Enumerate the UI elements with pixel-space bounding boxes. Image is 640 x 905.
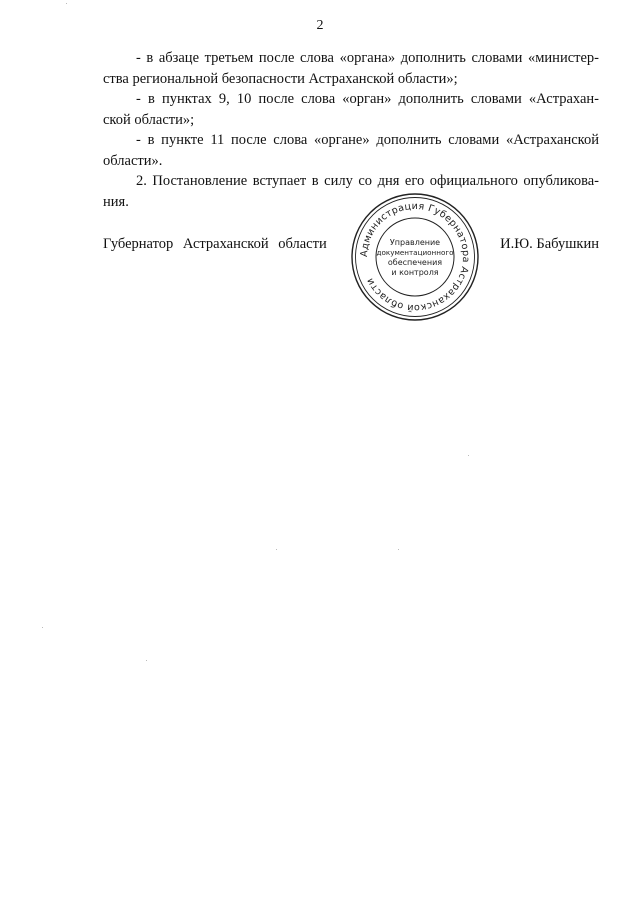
scan-speck [468,455,469,456]
signatory-title: Губернатор Астраханской области [103,236,327,252]
paragraph-4-line-1: 2. Постановление вступает в силу со дня его официального опубликова- [136,173,599,189]
paragraph-1-line-1: - в абзаце третьем после слова «органа» дополнить словами «министер- [136,50,599,66]
stamp-center-line-4: и контроля [391,268,439,277]
stamp-center-line-1: Управление [389,238,441,247]
paragraph-3-line-1: - в пункте 11 после слова «органе» дополнить словами «Астраханской [136,132,599,148]
scan-speck [66,3,67,4]
paragraph-4-line-2: ния. [103,193,129,210]
stamp-center-line-3: обеспечения [387,258,443,267]
document-body [103,48,599,212]
paragraph-2-line-1: - в пунктах 9, 10 после слова «орган» дополнить словами «Астрахан- [136,91,599,107]
page-number: 2 [316,18,324,33]
scan-speck [146,660,147,661]
official-seal-stamp [349,191,481,323]
paragraph-1-line-2: ства региональной безопасности Астраханской области»; [103,70,458,87]
stamp-center-line-2: документационного [376,248,454,257]
paragraph-3-line-2: области». [103,152,163,169]
signatory-name: И.Ю. Бабушкин [500,236,599,252]
paragraph-2-line-2: ской области»; [103,111,195,128]
stamp-ring-text: Администрация Губернатора Астраханской области [358,200,472,314]
scan-speck [276,549,277,550]
scan-speck [42,627,43,628]
scan-speck [398,549,399,550]
